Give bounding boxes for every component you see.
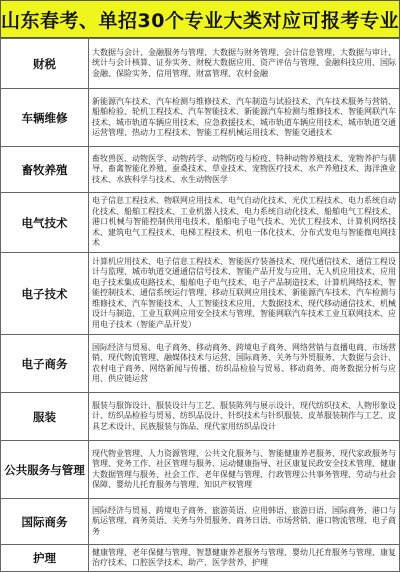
category-cell: 畜牧养殖 xyxy=(1,147,89,193)
table-row xyxy=(1,335,400,393)
table-row xyxy=(1,193,400,253)
table-row xyxy=(1,253,400,335)
majors-cell: 现代物业管理、人力资源管理、公共文化服务与、智能健康养老服务、现代家政服务与管理、党务工作、社区管理与服务、运动健康指导、社区康复民政安全技术管理、健康大数据管理与服务、社会工作、老年保健与管理、行政管理公共事务管理、劳动与社会保障、婴幼儿托育服务与管理、知识产权管理 xyxy=(89,441,400,499)
majors-cell: 新能源汽车技术、汽车检测与维修技术、汽车制造与试验技术、汽车技术服务与营销、船舶检验、轮机工程技术、汽车智能技术、新能源汽车检测与维修技术、智能网联汽车技术、城市轨道车辆应用技术、应急救援技术、城市轨道车辆应用技术、城市轨道交通运营管理、热动力工程技术、智能工程机械运用技术、智能交通技术 xyxy=(89,89,400,147)
category-cell: 财税 xyxy=(1,39,89,89)
majors-cell: 电子信息工程技术、物联网应用技术、电气自动化技术、光伏工程技术、电力系统自动化技术、船舶工程技术、工业机器人技术、电力系统自动化技术、船舶电气工程技术、港口机械与智能控制供用电技术、船舶电子电气技术、光伏工程技术、计算机网络技术、建筑电气工程技术、电梯工程技术、机电一体化技术、分布式发电与智能微电网技术 xyxy=(89,193,400,253)
table-row xyxy=(1,545,400,572)
majors-cell: 国际经济与贸易、跨境电子商务、旅游英语、应用韩语、旅游日语、国际商务、港口与航运管理、商务英语、关务与外贸服务、商务日语、市场营销、港口物流管理、电子商务 xyxy=(89,499,400,545)
majors-cell: 健康管理、老年保健与管理、智慧健康养老服务与管理、婴幼儿托育服务与管理、康复治疗技术、口腔医学技术、助产、医学营养、护理 xyxy=(89,545,400,572)
category-cell: 服装 xyxy=(1,393,89,441)
category-cell: 护理 xyxy=(1,545,89,572)
category-cell: 国际商务 xyxy=(1,499,89,545)
category-cell: 电气技术 xyxy=(1,193,89,253)
majors-cell: 大数据与会计、金融服务与管理、大数据与财务管理、会计信息管理、大数据与审计、统计与会计核算、证券实务、财税大数据应用、资产评估与管理、金融科技应用、国际金融、保险实务、信用管理、财富管理、农村金融 xyxy=(89,39,400,89)
category-cell: 车辆维修 xyxy=(1,89,89,147)
table-row xyxy=(1,499,400,545)
page-title: 山东春考、单招30个专业大类对应可报考专业 xyxy=(0,0,400,38)
majors-cell: 服装与服饰设计、服装设计与工艺、服装陈列与展示设计、现代纺织技术、人物形象设计、纺织品检验与贸易、纺织品设计、针织技术与针织服装、皮革服装制作与工艺、皮具艺术设计、民族服装与饰品、现代家用纺织品设计 xyxy=(89,393,400,441)
majors-cell: 国际经济与贸易、电子商务、移动商务、跨境电子商务、网络营销与直播电商、市场营销、现代物流管理、融媒体技术与运营、国际商务、关务与外贸服务、大数据与会计、农村电子商务、网络新闻与传播、纺织品检验与贸易、移动商务、商务数据分析与应用、供应链运营 xyxy=(89,335,400,393)
category-cell: 电子技术 xyxy=(1,253,89,335)
table-row xyxy=(1,89,400,147)
table-row xyxy=(1,147,400,193)
table-row xyxy=(1,441,400,499)
majors-cell: 畜牧兽医、动物医学、动物药学、动物防疫与检疫、特种动物养殖技术、宠物养护与驯导、畜禽智能化养殖、蚕桑技术、草业技术、宠物医疗技术、水产养殖技术、海洋渔业技术、水族科学与技术、水生动物医学 xyxy=(89,147,400,193)
majors-table xyxy=(0,38,400,572)
majors-cell: 计算机应用技术、电子信息工程技术、智能医疗装备技术、现代通信技术、通信工程设计与监理、城市轨道交通通信信号技术、智能产品开发与应用、无人机应用技术、应用电子技术集成电路技术、船舶电子电气技术、电子产品制造技术、计算机网络技术、智能控制技术、通信系统运行管理、移动互联网应用技术、新能源汽车技术、汽车检测与维修技术、汽车智能技术、人工智能技术应用、大数据技术、现代移动通信技术、机械设计与制造、工业互联网应用安全技术与管理、智能网联汽车技术工业互联网技术、应用电子技术（智能产品开发） xyxy=(89,253,400,335)
table-row xyxy=(1,393,400,441)
category-cell: 公共服务与管理 xyxy=(1,441,89,499)
category-cell: 电子商务 xyxy=(1,335,89,393)
table-row xyxy=(1,39,400,89)
